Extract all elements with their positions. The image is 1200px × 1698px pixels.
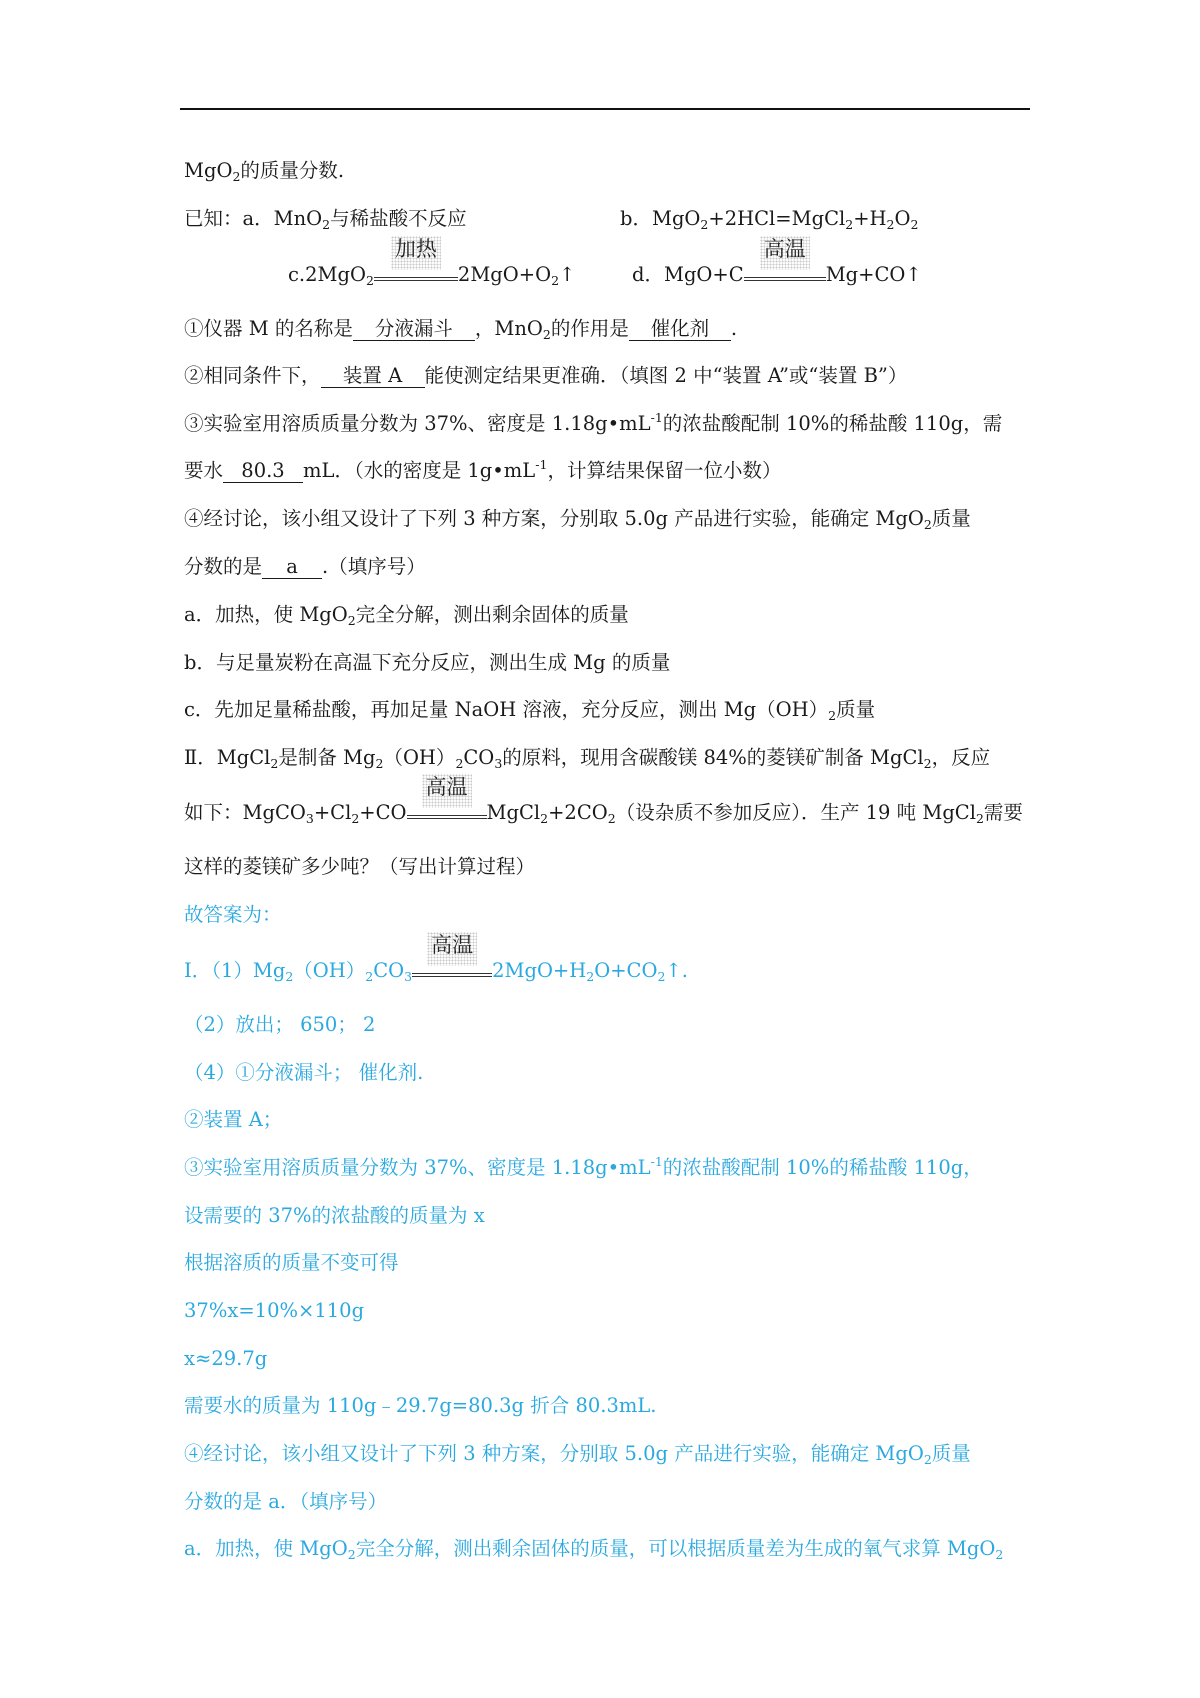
question-part-ii-reaction: 如下：$MgCO_3+Cl_2+CO$ 高温 $MgCl_2+2CO_2$（设杂质不参加反应）．生产 19 吨 MgCl$_2$需要: [184, 775, 1023, 826]
known-a: 已知：a．MnO$_2$与稀盐酸不反应: [184, 207, 467, 232]
answer-6: 设需要的 37%的浓盐酸的质量为 x: [184, 1204, 485, 1227]
known-c: c.2MgO$_2$ 加热 $2MgO+O_2↑$: [288, 237, 576, 288]
question-part-3: ③实验室用溶质质量分数为 37%、密度是 $1.18g•mL^{-1}$的浓盐酸配制 10%的稀盐酸 110g，需: [184, 410, 1003, 435]
option-a: a．加热，使 MgO$_2$完全分解，测出剩余固体的质量: [184, 603, 629, 628]
question-part-ii: Ⅱ．MgCl$_2$是制备 $Mg_2(OH)_2CO_3$的原料，现用含碳酸镁 84%的菱镁矿制备 MgCl$_2$，反应: [184, 746, 991, 771]
answer-11: ④经讨论，该小组又设计了下列 3 种方案，分别取 5.0g 产品进行实验，能确定 MgO$_2$质量: [184, 1442, 971, 1467]
known-b: b．$MgO_2+2HCl=MgCl_2+H_2O_2$: [620, 207, 919, 232]
reaction-arrow: 加热: [374, 266, 458, 281]
answer-12: 分数的是 a．（填序号）: [184, 1490, 388, 1513]
reaction-arrow: 高温: [412, 962, 492, 977]
answer-blank: a: [262, 556, 322, 579]
answer-5: ③实验室用溶质质量分数为 37%、密度是 $1.18g•mL^{-1}$的浓盐酸配制 10%的稀盐酸 110g，: [184, 1154, 983, 1179]
known-d: d．MgO+C 高温 Mg+CO↑: [632, 237, 922, 286]
question-part-2: ②相同条件下， 装置 A 能使测定结果更准确．（填图 2 中“装置 A”或“装置 B”）: [184, 364, 908, 387]
answer-blank: 分液漏斗: [353, 318, 475, 341]
answer-blank: 80.3: [223, 460, 303, 483]
answer-1: Ⅰ．$(1)Mg_2(OH)_2CO_3$ 高温 $2MgO+H_2O+CO_2↑$.: [184, 933, 688, 984]
answer-3: （4）①分液漏斗； 催化剂.: [184, 1061, 424, 1084]
question-part-4-cont: 分数的是 a .（填序号）: [184, 555, 426, 578]
answer-8: 37%x=10%×110g: [184, 1299, 365, 1322]
option-c: c．先加足量稀盐酸，再加足量 NaOH 溶液，充分反应，测出 $Mg(OH)_2$质量: [184, 698, 876, 723]
answer-9: x≈29.7g: [184, 1347, 268, 1370]
question-part-4: ④经讨论，该小组又设计了下列 3 种方案，分别取 5.0g 产品进行实验，能确定 MgO$_2$质量: [184, 507, 971, 532]
answer-4: ②装置 A；: [184, 1108, 283, 1131]
answer-7: 根据溶质的质量不变可得: [184, 1251, 399, 1274]
answer-13: a．加热，使 MgO$_2$完全分解，测出剩余固体的质量，可以根据质量差为生成的氧气求算 MgO$_2$: [184, 1537, 1004, 1562]
answer-blank: 催化剂: [629, 318, 731, 341]
question-part-3-cont: 要水 80.3 mL．（水的密度是 $1g•mL^{-1}$，计算结果保留一位小数）: [184, 457, 782, 482]
answer-heading: 故答案为：: [184, 903, 282, 926]
answer-blank: 装置 A: [321, 365, 425, 388]
reaction-arrow: 高温: [744, 266, 826, 281]
reaction-arrow: 高温: [407, 804, 487, 819]
answer-10: 需要水的质量为 110g﹣29.7g=80.3g 折合 80.3mL.: [184, 1394, 657, 1417]
answer-2: （2）放出； 650； 2: [184, 1013, 376, 1036]
question-part-1: ①仪器 M 的名称是 分液漏斗 ，MnO$_2$的作用是 催化剂 .: [184, 317, 738, 342]
header-rule: [180, 108, 1030, 110]
question-part-ii-cont: 这样的菱镁矿多少吨？（写出计算过程）: [184, 855, 536, 878]
question-line: MgO$_2$的质量分数.: [184, 159, 345, 184]
option-b: b．与足量炭粉在高温下充分反应，测出生成 Mg 的质量: [184, 651, 671, 674]
